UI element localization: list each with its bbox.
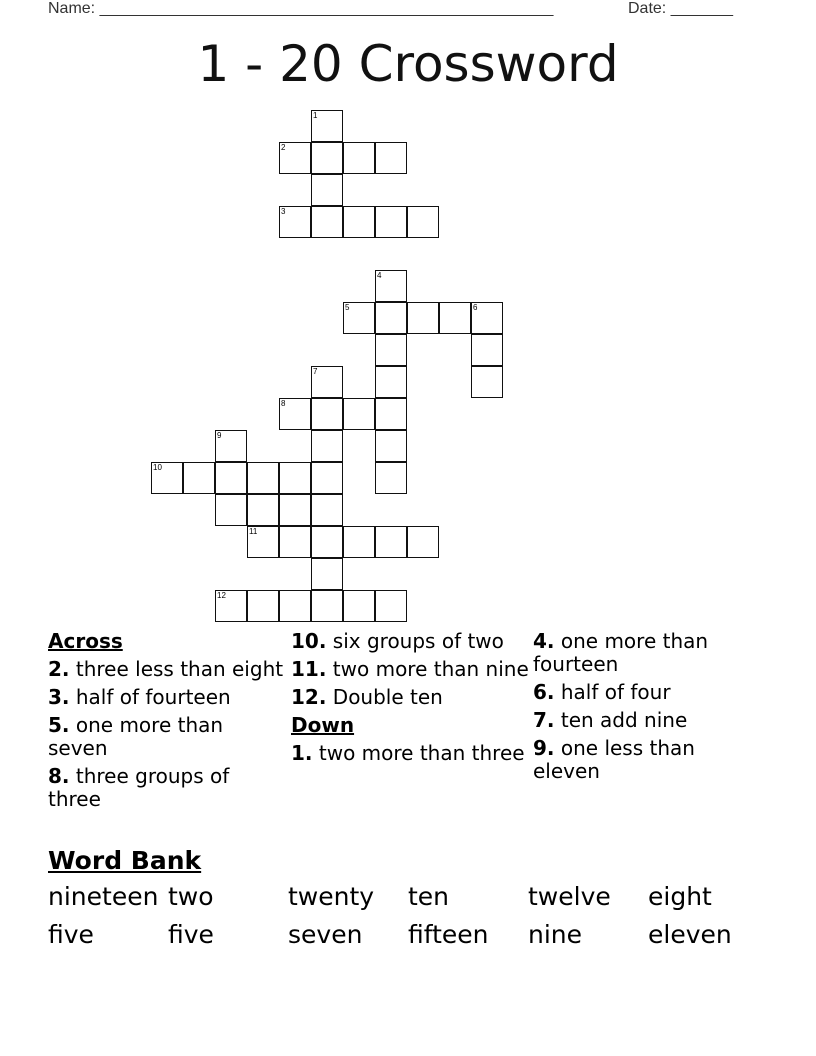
crossword-cell[interactable] [279, 206, 311, 238]
crossword-cell[interactable] [343, 142, 375, 174]
crossword-cell[interactable] [279, 398, 311, 430]
crossword-cell[interactable] [279, 494, 311, 526]
clue-text: two more than three [312, 741, 525, 765]
crossword-cell[interactable] [375, 302, 407, 334]
crossword-cell[interactable] [311, 142, 343, 174]
word-bank-word: seven [288, 920, 363, 949]
crossword-cell[interactable] [375, 366, 407, 398]
cell-number: 9 [217, 431, 222, 440]
crossword-cell[interactable] [247, 526, 279, 558]
crossword-cell[interactable] [311, 398, 343, 430]
crossword-cell[interactable] [343, 526, 375, 558]
clue-text: half of fourteen [69, 685, 231, 709]
crossword-cell[interactable] [343, 302, 375, 334]
word-bank-title: Word Bank [48, 846, 202, 875]
clue-across-5 [48, 714, 284, 760]
crossword-cell[interactable] [375, 430, 407, 462]
crossword-cell[interactable] [375, 334, 407, 366]
clue-text: one more than fourteen [533, 629, 709, 676]
clue-number: 4. [533, 629, 555, 653]
crossword-cell[interactable] [215, 494, 247, 526]
across-heading: Across [48, 629, 123, 653]
cell-number: 12 [217, 591, 226, 600]
crossword-cell[interactable] [375, 142, 407, 174]
clue-number: 2. [48, 657, 70, 681]
word-bank-word: two [168, 882, 214, 911]
clue-across-10 [291, 630, 531, 653]
crossword-cell[interactable] [279, 526, 311, 558]
word-bank-word: twenty [288, 882, 375, 911]
cell-number: 2 [281, 143, 286, 152]
crossword-cell[interactable] [375, 462, 407, 494]
clue-number: 8. [48, 764, 70, 788]
clue-number: 7. [533, 708, 555, 732]
clue-down-4 [533, 630, 753, 676]
clue-text: one more than seven [48, 713, 224, 760]
crossword-cell[interactable] [311, 558, 343, 590]
word-bank-word: nine [528, 920, 583, 949]
crossword-cell[interactable] [471, 366, 503, 398]
crossword-cell[interactable] [311, 110, 343, 142]
crossword-cell[interactable] [407, 206, 439, 238]
crossword-cell[interactable] [247, 462, 279, 494]
clue-text: three groups of three [48, 764, 230, 811]
crossword-cell[interactable] [375, 206, 407, 238]
crossword-cell[interactable] [343, 398, 375, 430]
clue-text: half of four [554, 680, 671, 704]
cell-number: 11 [249, 527, 258, 536]
crossword-cell[interactable] [375, 398, 407, 430]
crossword-cell[interactable] [215, 462, 247, 494]
cell-number: 7 [313, 367, 318, 376]
crossword-cell[interactable] [215, 590, 247, 622]
word-bank-word: nineteen [48, 882, 159, 911]
crossword-cell[interactable] [151, 462, 183, 494]
clue-text: three less than eight [69, 657, 284, 681]
crossword-cell[interactable] [471, 302, 503, 334]
crossword-cell[interactable] [311, 174, 343, 206]
crossword-cell[interactable] [407, 302, 439, 334]
word-bank-word: eight [648, 882, 712, 911]
word-bank-word: ten [408, 882, 450, 911]
clues-section [48, 630, 748, 840]
crossword-cell[interactable] [215, 430, 247, 462]
word-bank-word: five [48, 920, 94, 949]
clue-number: 1. [291, 741, 313, 765]
crossword-cell[interactable] [311, 206, 343, 238]
clue-number: 6. [533, 680, 555, 704]
clue-text: ten add nine [554, 708, 688, 732]
name-field-label[interactable]: Name: ___________________________________________________ [48, 0, 554, 17]
clue-across-2 [48, 658, 284, 681]
crossword-cell[interactable] [311, 494, 343, 526]
clue-text: Double ten [326, 685, 443, 709]
word-bank-word: eleven [648, 920, 732, 949]
crossword-cell[interactable] [407, 526, 439, 558]
crossword-cell[interactable] [375, 590, 407, 622]
clue-across-8 [48, 765, 284, 811]
clue-down-1 [291, 742, 531, 765]
crossword-cell[interactable] [311, 366, 343, 398]
clue-across-12 [291, 686, 531, 709]
clue-across-3 [48, 686, 284, 709]
page-title: 1 - 20 Crossword [197, 35, 619, 93]
clue-text: two more than nine [326, 657, 529, 681]
cell-number: 6 [473, 303, 478, 312]
cell-number: 5 [345, 303, 350, 312]
clue-down-9 [533, 737, 753, 783]
date-field-label[interactable]: Date: _______ [628, 0, 733, 17]
crossword-cell[interactable] [311, 462, 343, 494]
clue-down-6 [533, 681, 753, 704]
cell-number: 1 [313, 111, 318, 120]
crossword-cell[interactable] [375, 270, 407, 302]
clue-number: 9. [533, 736, 555, 760]
crossword-cell[interactable] [311, 526, 343, 558]
cell-number: 10 [153, 463, 162, 472]
clues-column-1 [48, 630, 284, 816]
word-bank-word: twelve [528, 882, 611, 911]
crossword-cell[interactable] [311, 430, 343, 462]
clue-across-11 [291, 658, 531, 681]
clue-number: 12. [291, 685, 327, 709]
crossword-cell[interactable] [279, 462, 311, 494]
crossword-cell[interactable] [279, 142, 311, 174]
cell-number: 4 [377, 271, 382, 280]
cell-number: 3 [281, 207, 286, 216]
clue-number: 5. [48, 713, 70, 737]
crossword-cell[interactable] [247, 590, 279, 622]
crossword-cell[interactable] [439, 302, 471, 334]
down-heading: Down [291, 713, 355, 737]
word-bank-word: fifteen [408, 920, 489, 949]
crossword-cell[interactable] [311, 590, 343, 622]
clue-text: one less than eleven [533, 736, 695, 783]
crossword-cell[interactable] [183, 462, 215, 494]
crossword-cell[interactable] [247, 494, 279, 526]
clue-number: 11. [291, 657, 327, 681]
clues-column-2 [291, 630, 531, 770]
clue-number: 10. [291, 629, 327, 653]
crossword-cell[interactable] [343, 590, 375, 622]
crossword-cell[interactable] [471, 334, 503, 366]
crossword-cell[interactable] [375, 526, 407, 558]
clue-number: 3. [48, 685, 70, 709]
word-bank-word: five [168, 920, 214, 949]
clue-down-7 [533, 709, 753, 732]
cell-number: 8 [281, 399, 286, 408]
clues-column-3 [533, 630, 753, 788]
crossword-cell[interactable] [343, 206, 375, 238]
clue-text: six groups of two [326, 629, 504, 653]
crossword-cell[interactable] [279, 590, 311, 622]
